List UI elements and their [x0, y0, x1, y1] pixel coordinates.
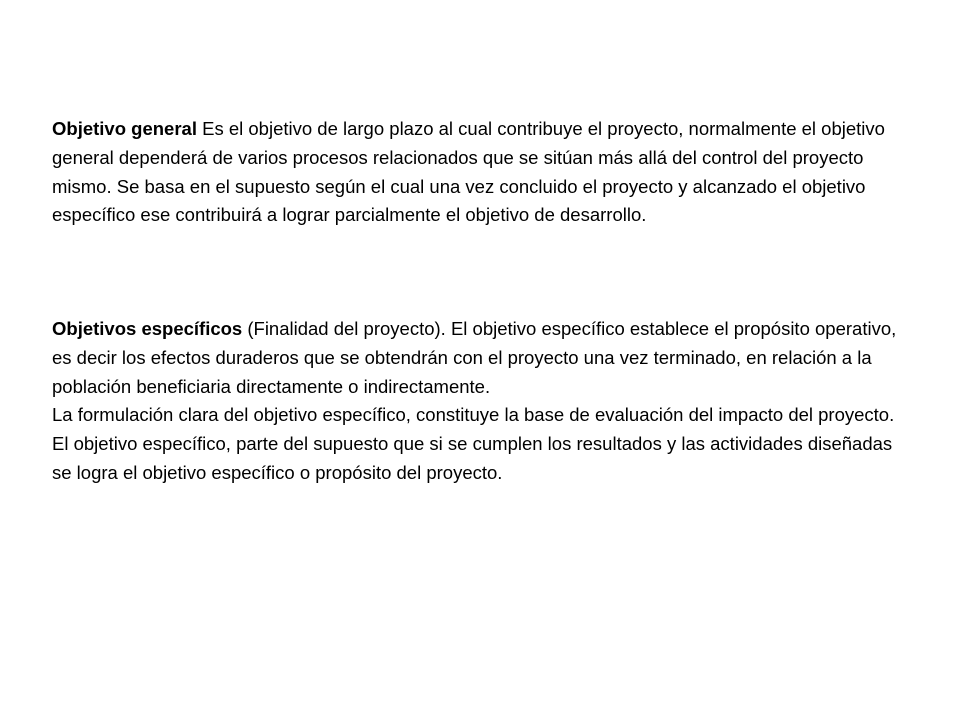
- general-objective-paragraph: [52, 115, 902, 230]
- specific-objectives-block: [52, 315, 902, 488]
- specific-objectives-paragraph: [52, 315, 902, 401]
- specific-objectives-paragraph-2: La formulación clara del objetivo específico, constituye la base de evaluación del impacto del proyecto. El objetivo específico, parte del supuesto que si se cumplen los resultados y las actividades diseñadas se logra el objetivo específico o propósito del proyecto.: [52, 404, 895, 483]
- specific-objectives-label: Objetivos específicos: [52, 318, 243, 339]
- general-objective-label: Objetivo general: [52, 118, 197, 139]
- general-objective-text: Es el objetivo de largo plazo al cual contribuye el proyecto, normalmente el objetivo general dependerá de varios procesos relacionados que se sitúan más allá del control del proyecto mismo. Se basa en el supuesto según el cual una vez concluido el proyecto y alcanzado el objetivo específico ese contribuirá a lograr parcialmente el objetivo de desarrollo.: [52, 118, 885, 226]
- specific-objectives-text: (Finalidad del proyecto). El objetivo específico establece el propósito operativo, es decir los efectos duraderos que se obtendrán con el proyecto una vez terminado, en relación a la población beneficiaria directamente o indirectamente.: [52, 318, 897, 397]
- general-objective-block: [52, 115, 902, 230]
